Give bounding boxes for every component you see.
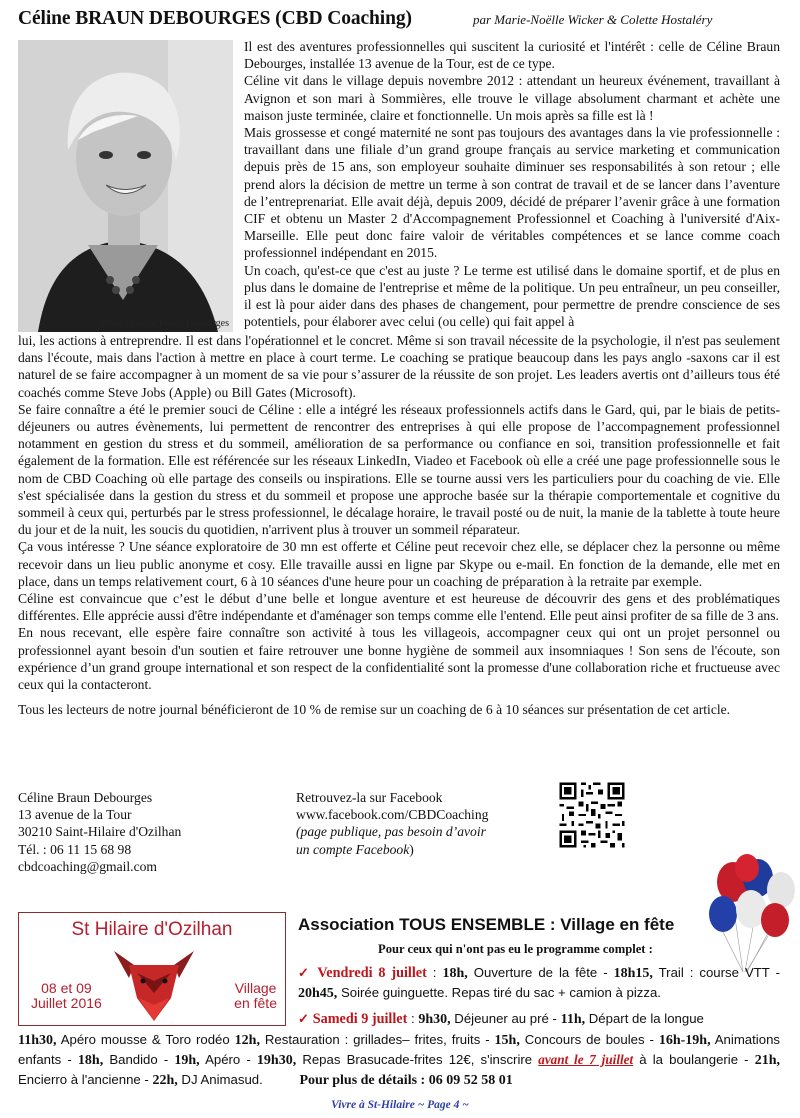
poster-village: Village en fête [234, 980, 277, 1011]
contact-street: 13 avenue de la Tour [18, 807, 132, 823]
facebook-url[interactable]: www.facebook.com/CBDCoaching [296, 807, 489, 823]
event-program-top [298, 963, 780, 1029]
facebook-note: (page publique, pas besoin d’avoir [296, 824, 486, 840]
association-title: Association TOUS ENSEMBLE : Village en fête [298, 915, 675, 934]
checkmark-icon: ✓ [298, 965, 312, 980]
page-footer: Vivre à St-Hilaire ~ Page 4 ~ [331, 1099, 469, 1111]
contact-name: Céline Braun Debourges [18, 790, 153, 805]
portrait-illustration [18, 40, 233, 332]
photo-credit: Photo : Céline Braun Debourges [99, 318, 229, 329]
paragraph: lui, les actions à entreprendre. Il est dans l'opérationnel et le concret. Même si son travail nécessite de la psychologie, il n'est pas seulement dans l'écoute, mais dans l'action à mettre en place à court terme. Le coaching se pratique beaucoup dans les pays anglo -saxons car il est naturel de se faire accompagner à un moment de sa vie pour s’assurer de la réussite de son projet. Les leaders avertis ont d’ailleurs tous été coachés comme Steve Jobs (Apple) ou Bill Gates (Microsoft). [18, 333, 780, 400]
association-subtitle: Pour ceux qui n'ont pas eu le programme complet : [378, 942, 653, 956]
paragraph: Céline est convaincue que c’est le début d’une belle et longue aventure et est heureuse de découvrir des gens et des problématiques différentes. Elle apprécie aussi d'être indépendante et d'aménager son temps comme elle l'entend. Elle peut ainsi profiter de sa fille de 3 ans. [18, 591, 780, 624]
qr-code-icon[interactable] [557, 780, 627, 850]
details-phone: Pour plus de détails : 06 09 52 58 01 [299, 1073, 513, 1088]
article-body-top [244, 38, 780, 330]
article-title: Céline BRAUN DEBOURGES (CBD Coaching) [18, 8, 412, 29]
contact-address [18, 789, 181, 875]
balloons-icon [703, 854, 798, 974]
article-body-bottom [18, 332, 780, 718]
facebook-line: Retrouvez-la sur Facebook [296, 790, 443, 805]
paragraph: Céline vit dans le village depuis novembre 2012 : attendant un heureux événement, travaillant à Avignon et son mari à Sommières, elle trouve le village absolument charmant et achète une maison juste terminée, claire et fonctionnelle. Un mois après sa fille est là ! [244, 73, 780, 123]
paragraph: Ça vous intéresse ? Une séance exploratoire de 30 mn est offerte et Céline peut recevoir chez elle, se déplacer chez la personne ou même recevoir dans un lieu public anonyme et cosy. Elle travaille aussi en ligne par Skype ou e-mail. En fonction de la demande, elle met en place, dans un temps relativement court, 6 à 10 séances d'une heure pour un coaching de préparation à la retraite par exemple. [18, 539, 780, 589]
poster-dates: 08 et 09 Juillet 2016 [31, 980, 102, 1011]
paragraph: Se faire connaître a été le premier souci de Céline : elle a intégré les réseaux professionnels actifs dans le Gard, qui, par le biais de petits-déjeuners ou autres évènements, lui permettent de rencontrer des entreprises à qui elle propose de l’accompagnement professionnel notamment en gestion du stress et du sommeil, amélioration de sa performance ou confiance en soi, transition professionnelle et fait également de la formation. Elle est référencée sur les réseaux LinkedIn, Viadeo et Facebook où elle a créé une page professionnelle sous le nom de CBD Coaching où elle partage des conseils ou inspirations. Elle se tourne aussi vers les particuliers pour du coaching de vie. Elle s'est spécialisée dans la gestion du stress et du sommeil et propose une approche basée sur la thérapie comportementale et cognitive du sommeil à ceux qui, perturbés par le stress professionnel, le décalage horaire, le travail posté ou de nuit, la manie de la tablette à toute heure du jour et de la nuit, les soucis du quotidien, n'arrivent plus à trouver un sommeil réparateur. [18, 401, 780, 538]
friday-program: ✓ Vendredi 8 juillet : 18h, Ouverture de la fête - 18h15, Trail : course VTT - 20h45, Soirée guinguette. Repas tiré du sac + camion à pizza. [298, 965, 780, 1001]
contact-city: 30210 Saint-Hilaire d'Ozilhan [18, 824, 182, 840]
paragraph: Tous les lecteurs de notre journal bénéficieront de 10 % de remise sur un coaching de 6 à 10 séances sur présentation de cet article. [18, 702, 731, 718]
event-program-bottom [18, 1030, 780, 1090]
poster-title: St Hilaire d'Ozilhan [71, 919, 233, 940]
saturday-program-start: ✓ Samedi 9 juillet : 9h30, Déjeuner au pré - 11h, Départ de la longue [298, 1011, 704, 1027]
saturday-program-continued: 11h30, Apéro mousse & Toro rodéo 12h, Restauration : grillades– frites, fruits - 15h, Concours de boules - 16h-19h, Animations enfants - 18h, Bandido - 19h, Apéro - 19h30, Repas Brasucade-frites 12€, s'inscrire avant le 7 juillet à la boulangerie - 21h, Encierro à l'ancienne - 22h, DJ Animasud. Pour plus de détails : 06 09 52 58 01 [18, 1032, 780, 1088]
facebook-info [296, 789, 488, 858]
article-byline: par Marie-Noëlle Wicker & Colette Hostaléry [473, 12, 713, 27]
contact-phone: Tél. : 06 11 15 68 98 [18, 841, 132, 857]
bull-head-icon [109, 943, 199, 1023]
checkmark-icon: ✓ [298, 1011, 310, 1026]
facebook-note-2: un compte Facebook) [296, 841, 414, 857]
paragraph: Il est des aventures professionnelles qui suscitent la curiosité et l'intérêt : celle de Céline Braun Debourges, installée 13 avenue de la Tour, est de ce type. [244, 39, 780, 72]
paragraph: Un coach, qu'est-ce que c'est au juste ? Le terme est utilisé dans le domaine sportif, et de plus en plus dans le domaine de l'entreprise et même de la politique. Un peu entraîneur, un peu conseiller, il est là pour aider dans des phases de changement, pour permettre de prendre conscience de ses potentiels, pour élaborer avec celui (ou celle) qui fait appel à [244, 262, 780, 330]
article-header [18, 8, 788, 34]
registration-deadline: avant le 7 juillet [538, 1052, 634, 1067]
paragraph: Mais grossesse et congé maternité ne sont pas toujours des avantages dans la vie professionnelle : travaillant dans une filiale d’un grand groupe français au service marketing et communication depuis près de 15 ans, son employeur souhaite diminuer ses responsabilités à son retour ; elle prend alors la décision de mettre un terme à son contrat de travail et de se lancer dans l’aventure de l’entreprenariat. Elle avait déjà, depuis 2009, décidé de préparer l’avenir grâce à une formation CIF et obtenu un Master 2 d'Accompagnement Professionnel et Coaching à l'université d'Aix-Marseille. Elle peut donc faire valoir de véritables compétences et se lance comme coach professionnel indépendant en 2015. [244, 125, 780, 261]
contact-email[interactable]: cbdcoaching@gmail.com [18, 858, 157, 874]
paragraph: En nous recevant, elle espère faire connaître son activité à tous les villageois, accompagner ceux qui ont un projet personnel ou professionnel ayant besoin d'un soutien et faire retrouver une bonne hygiène de sommeil aux insomniaques ! Son sens de l'écoute, son expérience d’un grand groupe international et son respect de la confidentialité sont la promesse d'une collaboration riche et fructueuse avec ceux qui la contacteront. [18, 625, 780, 693]
portrait-photo [18, 40, 233, 332]
fete-poster [18, 912, 286, 1026]
